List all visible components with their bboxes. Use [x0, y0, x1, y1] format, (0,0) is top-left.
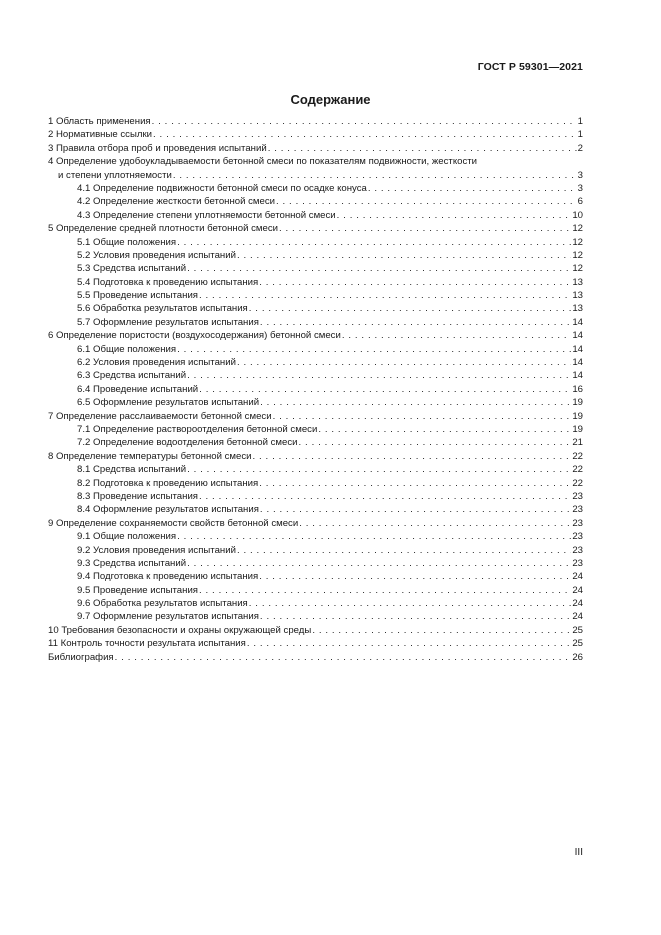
toc-entry[interactable]	[48, 410, 583, 423]
toc-leader-dots	[273, 410, 572, 423]
toc-entry[interactable]	[48, 329, 583, 342]
toc-entry-page: 12	[572, 263, 583, 275]
toc-entry-label: 6.5 Оформление результатов испытаний	[77, 397, 260, 409]
toc-entry[interactable]	[48, 490, 583, 503]
toc-leader-dots	[199, 584, 571, 597]
toc-leader-dots	[299, 436, 572, 449]
toc-entry-page: 1	[577, 116, 583, 127]
toc-entry-label: 9.1 Общие положения	[77, 531, 177, 543]
toc-entry-page: 23	[572, 517, 583, 529]
toc-leader-dots	[368, 182, 577, 195]
toc-entry-label: 5.7 Оформление результатов испытания	[77, 316, 259, 328]
toc-entry-page: 23	[572, 504, 583, 516]
toc-leader-dots	[199, 289, 571, 302]
toc-entry-page: 19	[572, 410, 583, 422]
toc-entry[interactable]	[48, 155, 583, 168]
toc-entry-label: 8.3 Проведение испытания	[77, 490, 198, 502]
toc-entry[interactable]	[48, 544, 583, 557]
toc-entry-label: 4 Определение удобоукладываемости бетонной смеси по показателям подвижности, жесткости	[48, 156, 478, 168]
toc-leader-dots	[199, 490, 571, 503]
toc-entry[interactable]	[48, 530, 583, 543]
toc-leader-dots	[318, 423, 571, 436]
toc-leader-dots	[260, 316, 571, 329]
toc-entry-label: 9 Определение сохраняемости свойств бетонной смеси	[48, 517, 299, 529]
toc-entry[interactable]	[48, 396, 583, 409]
toc-entry-page: 14	[572, 370, 583, 382]
toc-entry[interactable]	[48, 195, 583, 208]
toc-entry-label: 8 Определение температуры бетонной смеси	[48, 450, 252, 462]
toc-entry-label: 11 Контроль точности результата испытания	[48, 638, 246, 650]
toc-entry-label: 5.6 Обработка результатов испытания	[77, 303, 248, 315]
toc-leader-dots	[187, 557, 571, 570]
toc-entry[interactable]	[48, 450, 583, 463]
toc-entry-label: 6 Определение пористости (воздухосодержания) бетонной смеси	[48, 330, 341, 342]
toc-entry[interactable]	[48, 356, 583, 369]
toc-entry[interactable]	[48, 302, 583, 315]
toc-entry-page: 25	[572, 624, 583, 636]
toc-entry-label: 3 Правила отбора проб и проведения испытаний	[48, 142, 267, 154]
toc-entry-page: 24	[572, 584, 583, 596]
toc-entry-page: 23	[572, 531, 583, 543]
toc-entry-page: 2	[577, 142, 583, 154]
toc-leader-dots	[299, 517, 571, 530]
toc-entry-label: 4.3 Определение степени уплотняемости бетонной смеси	[77, 209, 336, 221]
toc-entry[interactable]	[48, 610, 583, 623]
toc-entry-page: 12	[572, 249, 583, 261]
toc-leader-dots	[260, 503, 571, 516]
table-of-contents	[48, 115, 583, 664]
toc-entry[interactable]	[48, 637, 583, 650]
toc-entry-label: Библиография	[48, 651, 114, 663]
toc-entry-label: 4.1 Определение подвижности бетонной смеси по осадке конуса	[77, 182, 367, 194]
toc-entry-page: 26	[572, 651, 583, 663]
toc-entry-label: 9.4 Подготовка к проведению испытания	[77, 571, 259, 583]
toc-entry-page: 12	[572, 236, 583, 248]
toc-leader-dots	[337, 209, 572, 222]
toc-entry-label: 5.5 Проведение испытания	[77, 290, 198, 302]
toc-leader-dots	[249, 302, 572, 315]
toc-entry-label: 7 Определение расслаиваемости бетонной смеси	[48, 410, 272, 422]
toc-entry[interactable]	[48, 463, 583, 476]
toc-leader-dots	[253, 450, 572, 463]
toc-entry[interactable]	[48, 517, 583, 530]
toc-entry-label: 9.2 Условия проведения испытаний	[77, 544, 236, 556]
toc-entry-page: 13	[572, 276, 583, 288]
toc-entry-page: 14	[572, 330, 583, 342]
toc-entry[interactable]	[48, 222, 583, 235]
toc-entry-label: 9.6 Обработка результатов испытания	[77, 598, 248, 610]
toc-entry[interactable]	[48, 276, 583, 289]
toc-entry[interactable]	[48, 262, 583, 275]
toc-entry-page: 24	[572, 611, 583, 623]
toc-entry[interactable]	[48, 557, 583, 570]
toc-entry-page: 14	[572, 357, 583, 369]
toc-entry-page: 22	[572, 450, 583, 462]
toc-entry-page: 23	[572, 490, 583, 502]
toc-entry-page: 23	[572, 544, 583, 556]
toc-leader-dots	[177, 236, 571, 249]
toc-entry-page: 25	[572, 638, 583, 650]
toc-entry[interactable]	[48, 115, 583, 128]
toc-leader-dots	[187, 262, 571, 275]
toc-entry[interactable]	[48, 249, 583, 262]
toc-entry-label: 5.1 Общие положения	[77, 236, 177, 248]
toc-entry-page: 3	[577, 182, 583, 194]
toc-entry-label: 9.5 Проведение испытания	[77, 584, 198, 596]
toc-entry-label: 10 Требования безопасности и охраны окружающей среды	[48, 624, 312, 636]
toc-entry[interactable]	[48, 477, 583, 490]
toc-entry-page: 24	[572, 598, 583, 610]
toc-entry[interactable]	[48, 651, 583, 664]
toc-leader-dots	[260, 610, 571, 623]
toc-entry[interactable]	[48, 142, 583, 155]
toc-leader-dots	[152, 115, 577, 128]
toc-leader-dots	[247, 637, 572, 650]
toc-entry[interactable]	[48, 584, 583, 597]
toc-entry-page: 22	[572, 477, 583, 489]
page-number: III	[574, 847, 583, 858]
toc-entry[interactable]	[48, 128, 583, 141]
page-title: Содержание	[290, 92, 371, 107]
toc-entry-page: 23	[572, 557, 583, 569]
toc-entry-label: 7.1 Определение раствороотделения бетонной смеси	[77, 423, 318, 435]
toc-leader-dots	[342, 329, 571, 342]
toc-entry-page: 10	[572, 209, 583, 221]
toc-leader-dots	[260, 396, 571, 409]
toc-leader-dots	[259, 570, 571, 583]
document-designation: ГОСТ Р 59301—2021	[477, 61, 583, 73]
toc-entry-label: 8.1 Средства испытаний	[77, 464, 187, 476]
toc-entry-page: 6	[577, 196, 583, 208]
toc-entry-label: 2 Нормативные ссылки	[48, 129, 153, 141]
toc-entry-page: 19	[572, 397, 583, 409]
toc-leader-dots	[187, 463, 571, 476]
toc-leader-dots	[115, 651, 572, 664]
toc-entry-page: 13	[572, 303, 583, 315]
toc-entry-page: 1	[577, 129, 583, 141]
toc-entry-label: 5 Определение средней плотности бетонной смеси	[48, 223, 278, 235]
toc-leader-dots	[259, 477, 571, 490]
toc-entry-page: 21	[572, 437, 583, 449]
toc-entry[interactable]	[48, 624, 583, 637]
toc-entry-page: 19	[572, 423, 583, 435]
toc-entry[interactable]	[48, 436, 583, 449]
toc-entry-label: 7.2 Определение водоотделения бетонной смеси	[77, 437, 298, 449]
toc-entry-page: 12	[572, 223, 583, 235]
toc-entry[interactable]	[48, 316, 583, 329]
toc-leader-dots	[237, 356, 571, 369]
toc-entry-page: 14	[572, 343, 583, 355]
toc-entry-page: 14	[572, 316, 583, 328]
toc-entry[interactable]	[48, 423, 583, 436]
toc-entry[interactable]	[48, 597, 583, 610]
toc-entry[interactable]	[48, 209, 583, 222]
toc-leader-dots	[237, 544, 571, 557]
toc-leader-dots	[173, 169, 577, 182]
toc-entry[interactable]	[48, 169, 583, 182]
toc-entry[interactable]	[48, 182, 583, 195]
toc-entry[interactable]	[48, 503, 583, 516]
toc-entry[interactable]	[48, 289, 583, 302]
toc-leader-dots	[279, 222, 571, 235]
toc-entry-label: 6.4 Проведение испытаний	[77, 383, 199, 395]
toc-entry-label: 8.2 Подготовка к проведению испытания	[77, 477, 259, 489]
toc-leader-dots	[153, 128, 577, 141]
toc-entry-label: 9.3 Средства испытаний	[77, 557, 187, 569]
toc-entry-page: 24	[572, 571, 583, 583]
toc-entry-label: 8.4 Оформление результатов испытания	[77, 504, 259, 516]
toc-leader-dots	[259, 276, 571, 289]
toc-entry-label: 5.3 Средства испытаний	[77, 263, 187, 275]
toc-leader-dots	[312, 624, 571, 637]
toc-leader-dots	[237, 249, 571, 262]
toc-entry-label: 6.1 Общие положения	[77, 343, 177, 355]
toc-leader-dots	[249, 597, 572, 610]
toc-leader-dots	[177, 530, 571, 543]
toc-entry[interactable]	[48, 343, 583, 356]
toc-entry-label: и степени уплотняемости	[58, 169, 172, 181]
toc-entry-page: 13	[572, 290, 583, 302]
toc-entry-page: 16	[572, 383, 583, 395]
toc-entry-label: 9.7 Оформление результатов испытания	[77, 611, 259, 623]
toc-entry[interactable]	[48, 236, 583, 249]
toc-leader-dots	[199, 383, 571, 396]
toc-entry-label: 6.2 Условия проведения испытаний	[77, 357, 236, 369]
toc-leader-dots	[177, 343, 571, 356]
toc-entry-label: 4.2 Определение жесткости бетонной смеси	[77, 196, 275, 208]
toc-entry-label: 1 Область применения	[48, 116, 151, 127]
toc-entry-page: 22	[572, 464, 583, 476]
toc-entry-label: 5.2 Условия проведения испытаний	[77, 249, 236, 261]
toc-leader-dots	[268, 142, 577, 155]
toc-entry-label: 5.4 Подготовка к проведению испытания	[77, 276, 259, 288]
toc-entry[interactable]	[48, 383, 583, 396]
toc-leader-dots	[187, 369, 571, 382]
toc-entry-page: 3	[577, 169, 583, 181]
toc-entry-label: 6.3 Средства испытаний	[77, 370, 187, 382]
toc-leader-dots	[276, 195, 577, 208]
toc-entry[interactable]	[48, 570, 583, 583]
toc-entry[interactable]	[48, 369, 583, 382]
